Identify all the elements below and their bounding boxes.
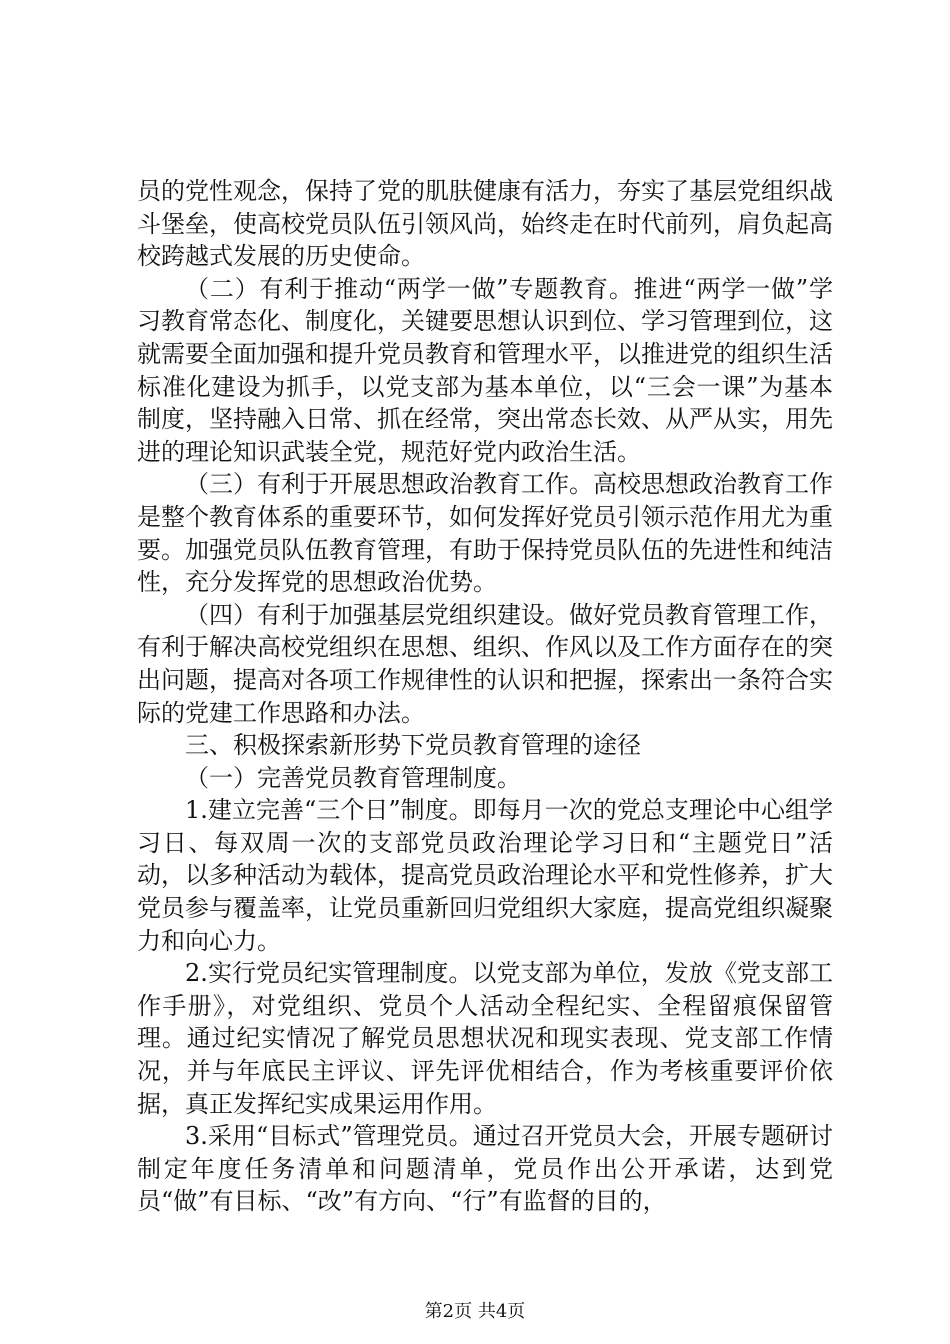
heading-part-3: 三、积极探索新形势下党员教育管理的途径 (185, 731, 641, 760)
paragraph-item-3: 3.采用“目标式”管理党员。通过召开党员大会，开展专题研讨制定年度任务清单和问题清单，党员作出公开承诺，达到党员“做”有目标、“改”有方向、“行”有监督的目的， (137, 1122, 833, 1216)
paragraph-item-1: 1.建立完善“三个日”制度。即每月一次的党总支理论中心组学习日、每双周一次的支部党员政治理论学习日和“主题党日”活动，以多种活动为载体，提高党员政治理论水平和党性修养，扩大党员参与覆盖率，让党员重新回归党组织大家庭，提高党组织凝聚力和向心力。 (137, 796, 833, 955)
document-body (137, 175, 833, 1218)
paragraph-section-2: （二）有利于推动“两学一做”专题教育。推进“两学一做”学习教育常态化、制度化，关键要思想认识到位、学习管理到位，这就需要全面加强和提升党员教育和管理水平，以推进党的组织生活标准化建设为抓手，以党支部为基本单位，以“三会一课”为基本制度，坚持融入日常、抓在经常，突出常态长效、从严从实，用先进的理论知识武装全党，规范好党内政治生活。 (137, 274, 833, 466)
paragraph-section-4: （四）有利于加强基层党组织建设。做好党员教育管理工作，有利于解决高校党组织在思想、组织、作风以及工作方面存在的突出问题，提高对各项工作规律性的认识和把握，探索出一条符合实际的党建工作思路和办法。 (137, 600, 833, 727)
subheading-1: （一）完善党员教育管理制度。 (185, 763, 521, 792)
paragraph-continuation: 员的党性观念，保持了党的肌肤健康有活力，夯实了基层党组织战斗堡垒，使高校党员队伍引领风尚，始终走在时代前列，肩负起高校跨越式发展的历史使命。 (137, 177, 833, 271)
page-footer: 第2页 共4页 (424, 1301, 526, 1322)
paragraph-section-3: （三）有利于开展思想政治教育工作。高校思想政治教育工作是整个教育体系的重要环节，如何发挥好党员引领示范作用尤为重要。加强党员队伍教育管理，有助于保持党员队伍的先进性和纯洁性，充分发挥党的思想政治优势。 (137, 470, 833, 597)
paragraph-item-2: 2.实行党员纪实管理制度。以党支部为单位，发放《党支部工作手册》，对党组织、党员个人活动全程纪实、全程留痕保留管理。通过纪实情况了解党员思想状况和现实表现、党支部工作情况，并与年底民主评议、评先评优相结合，作为考核重要评价依据，真正发挥纪实成果运用作用。 (137, 959, 833, 1118)
